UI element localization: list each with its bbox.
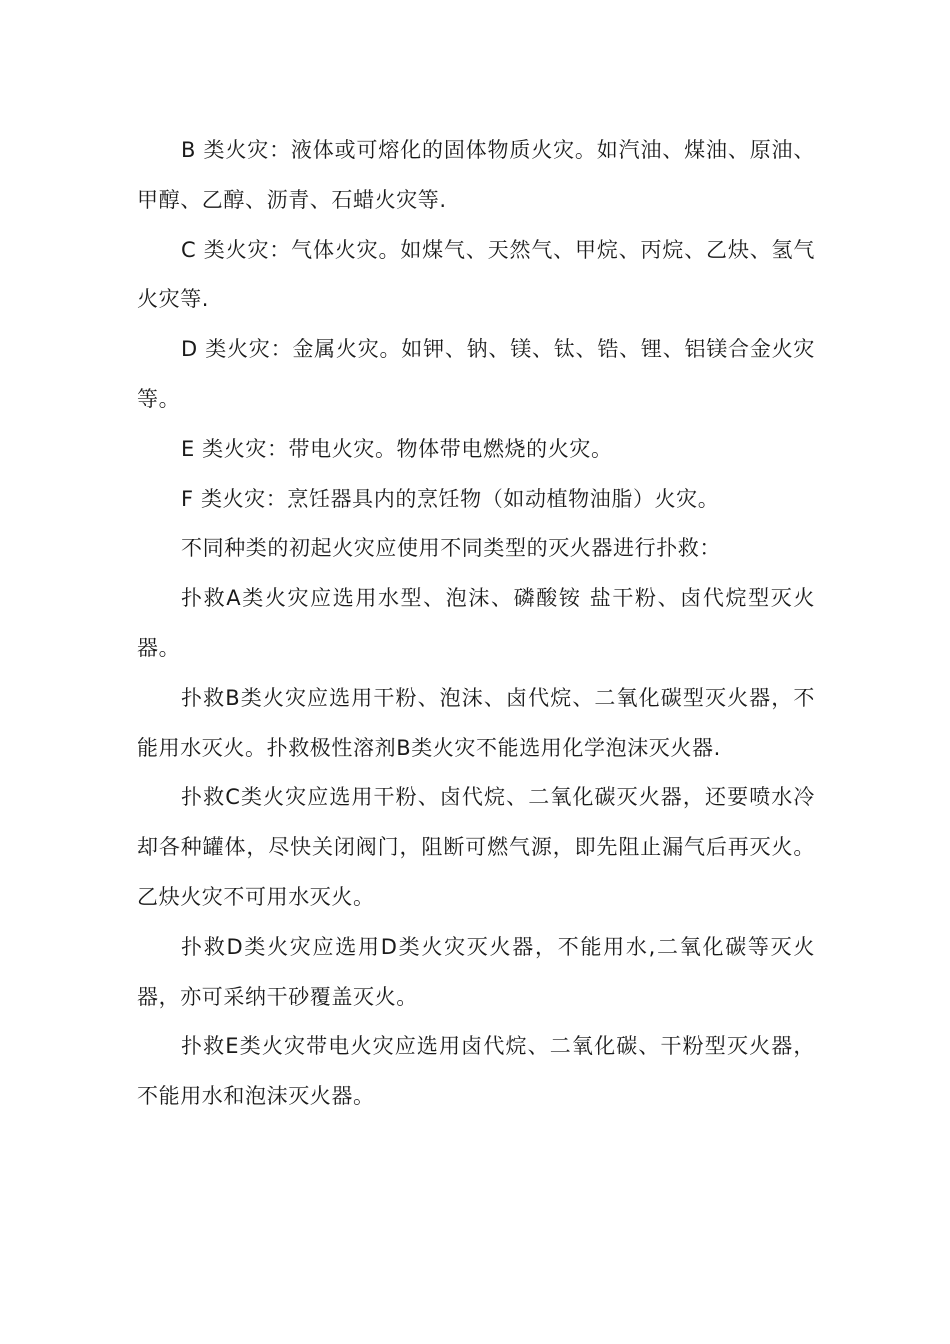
paragraph-class-f-fire: F 类火灾：烹饪器具内的烹饪物（如动植物油脂）火灾。 [181, 486, 720, 511]
paragraph-extinguish-class-e: 扑救E类火灾带电火灾应选用卤代烷、二氧化碳、干粉型灭火器，不能用水和泡沫灭火器。 [137, 1034, 815, 1109]
paragraph-class-e-fire: E 类火灾：带电火灾。物体带电燃烧的火灾。 [181, 436, 613, 461]
paragraph-extinguish-class-a: 扑救A类火灾应选用水型、泡沫、磷酸铵 盐干粉、卤代烷型灭火器。 [137, 586, 815, 660]
paragraph-class-b-fire: B 类火灾：液体或可熔化的固体物质火灾。如汽油、煤油、原油、甲醇、乙醇、沥青、石蜡火灾等. [137, 138, 815, 212]
document-body [137, 126, 815, 1122]
paragraph-class-c-fire: C 类火灾：气体火灾。如煤气、天然气、甲烷、丙烷、乙炔、氢气火灾等. [137, 237, 815, 312]
paragraph-extinguish-class-d: 扑救D类火灾应选用D类火灾灭火器，不能用水,二氧化碳等灭火器，亦可采纳干砂覆盖灭火。 [137, 934, 815, 1009]
paragraph-extinguish-class-b: 扑救B类火灾应选用干粉、泡沫、卤代烷、二氧化碳型灭火器，不能用水灭火。扑救极性溶剂B类火灾不能选用化学泡沫灭火器. [137, 685, 815, 760]
paragraph-class-d-fire: D 类火灾：金属火灾。如钾、钠、镁、钛、锆、锂、铝镁合金火灾等。 [137, 337, 815, 411]
paragraph-extinguisher-intro: 不同种类的初起火灾应使用不同类型的灭火器进行扑救： [181, 536, 721, 561]
paragraph-extinguish-class-c: 扑救C类火灾应选用干粉、卤代烷、二氧化碳灭火器，还要喷水冷却各种罐体，尽快关闭阀门，阻断可燃气源，即先阻止漏气后再灭火。乙炔火灾不可用水灭火。 [137, 785, 815, 909]
